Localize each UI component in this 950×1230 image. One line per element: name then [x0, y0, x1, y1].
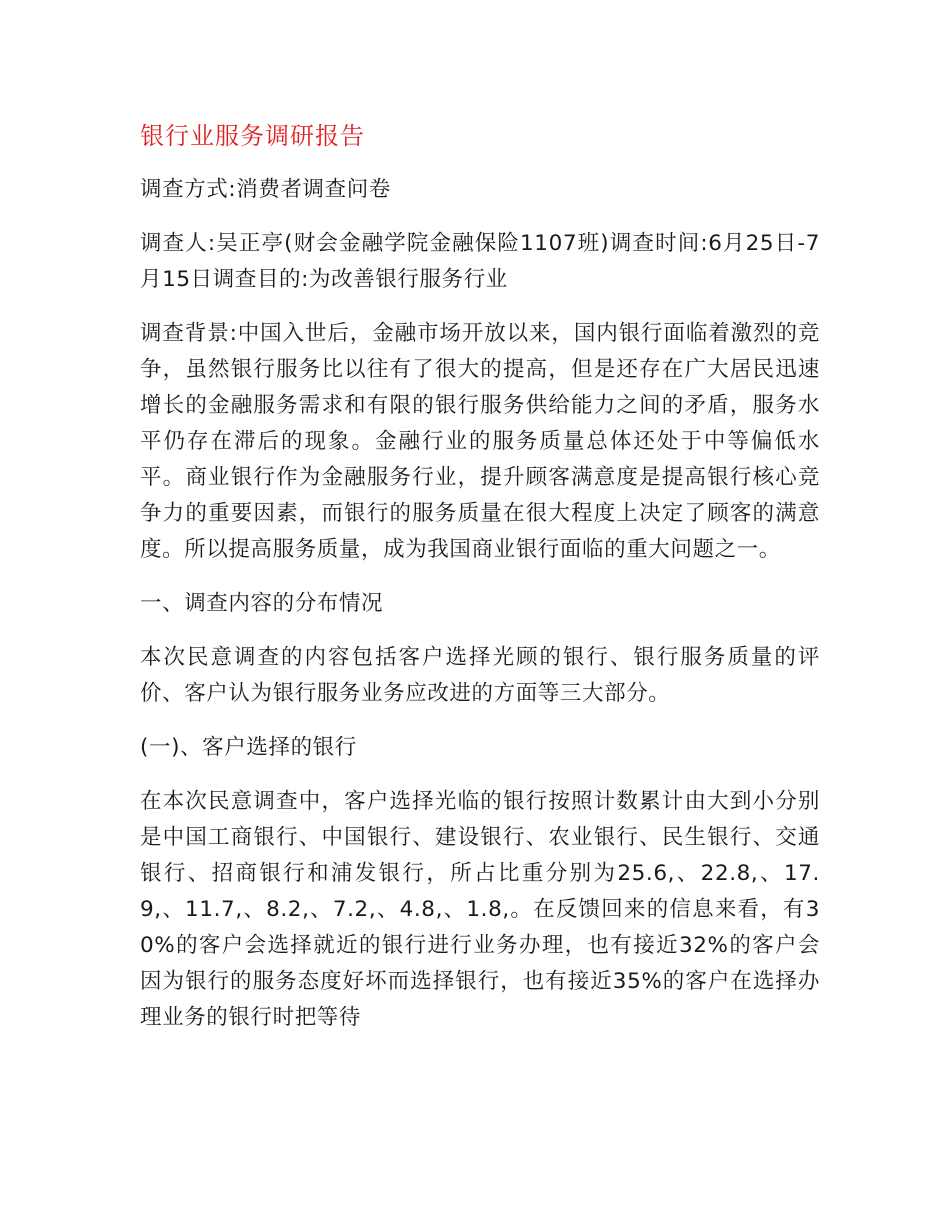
survey-method: 调查方式:消费者调查问卷: [140, 177, 391, 202]
document-title: 银行业服务调研报告: [140, 122, 365, 150]
section-heading-1: 一、调查内容的分布情况: [140, 591, 384, 616]
subsection-1-body: 在本次民意调查中，客户选择光临的银行按照计数累计由大到小分别是中国工商银行、中国银行、建设银行、农业银行、民生银行、交通银行、招商银行和浦发银行，所占比重分别为25.6,、22.8,、17.9,、11.7,、8.2,、7.2,、4.8,、1.8,。在反馈回来的信息来看，有30%的客户会选择就近的银行进行业务办理，也有接近32%的客户会因为银行的服务态度好坏而选择银行，也有接近35%的客户在选择办理业务的银行时把等待: [140, 789, 820, 1030]
survey-background: 调查背景:中国入世后，金融市场开放以来，国内银行面临着激烈的竞争，虽然银行服务比以往有了很大的提高，但是还存在广大居民迅速增长的金融服务需求和有限的银行服务供给能力之间的矛盾，服务水平仍存在滞后的现象。金融行业的服务质量总体还处于中等偏低水平。商业银行作为金融服务行业，提升顾客满意度是提高银行核心竞争力的重要因素，而银行的服务质量在很大程度上决定了顾客的满意度。所以提高服务质量，成为我国商业银行面临的重大问题之一。: [140, 321, 820, 562]
section-1-intro: 本次民意调查的内容包括客户选择光顾的银行、银行服务质量的评价、客户认为银行服务业务应改进的方面等三大部分。: [140, 645, 820, 706]
subsection-heading-1: (一)、客户选择的银行: [140, 735, 357, 760]
document-page: [140, 118, 820, 1054]
surveyor-info: 调查人:吴正亭(财会金融学院金融保险1107班)调查时间:6月25日-7月15日调查目的:为改善银行服务行业: [140, 231, 820, 292]
